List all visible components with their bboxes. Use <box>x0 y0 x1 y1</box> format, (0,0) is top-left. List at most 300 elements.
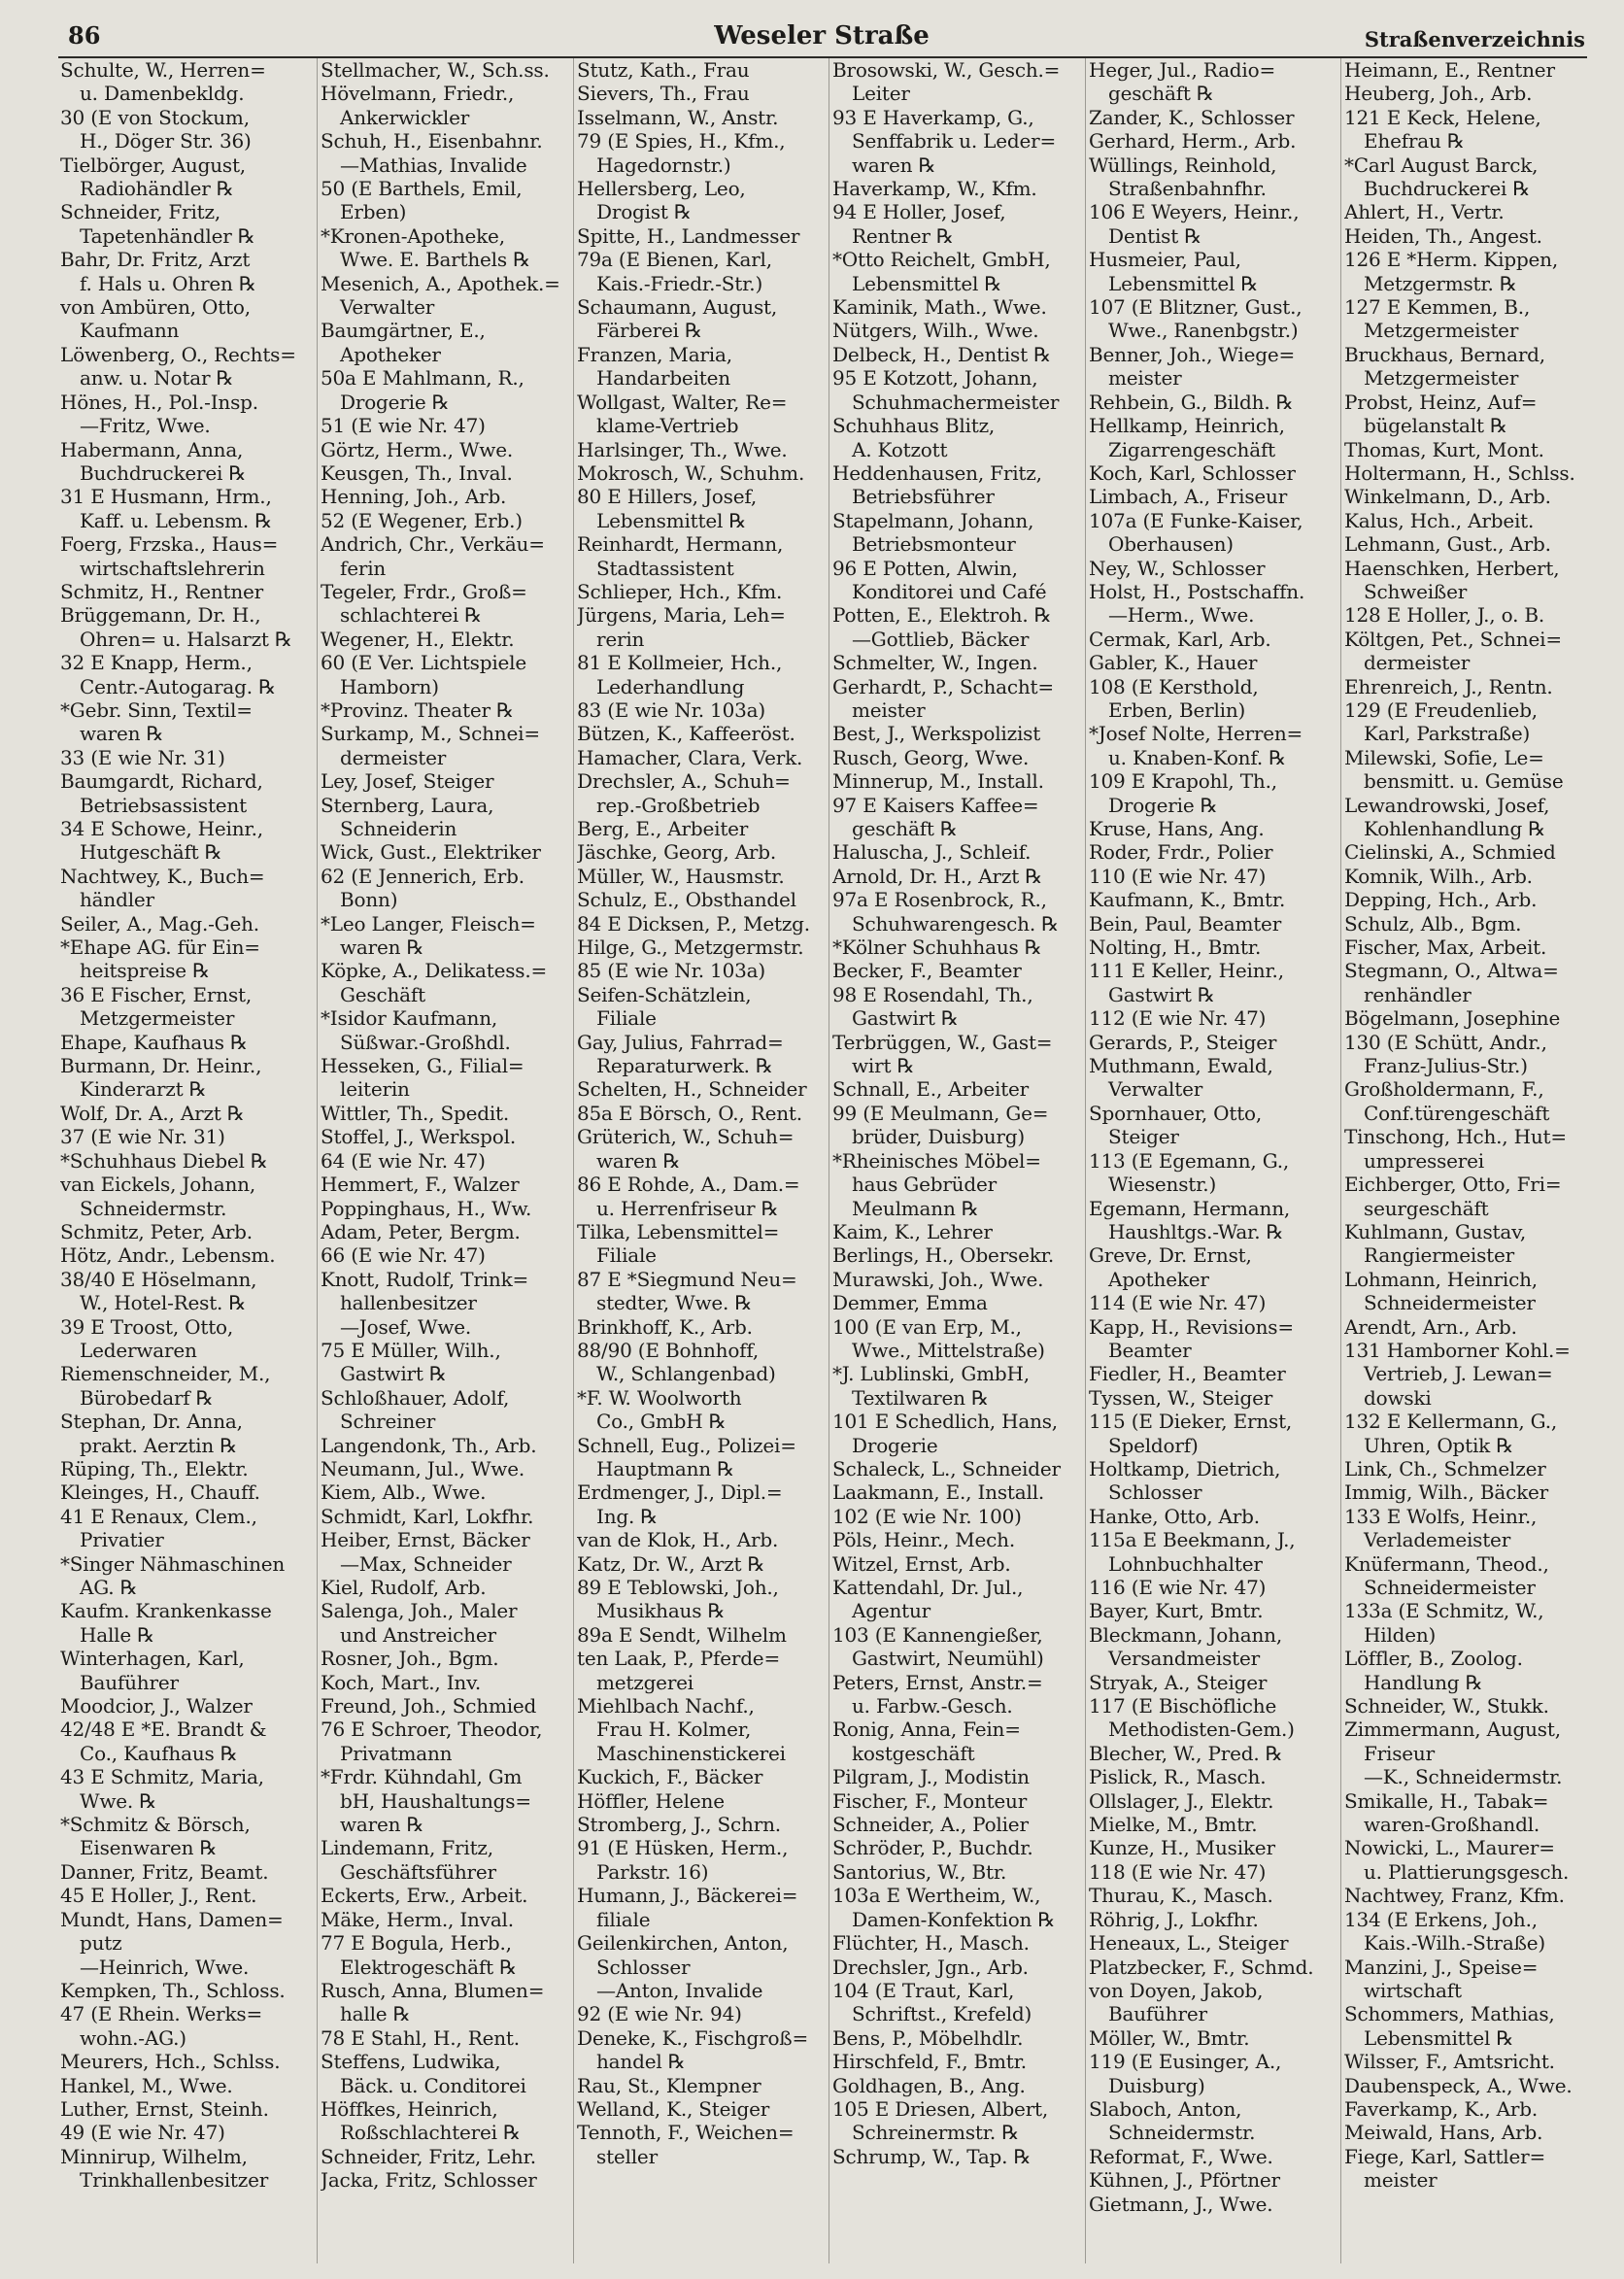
directory-entry: Kattendahl, Dr. Jul., <box>832 1576 1024 1599</box>
directory-entry: Stoffel, J., Werkspol. <box>321 1125 516 1149</box>
entry-continuation: Steiger <box>1108 1125 1179 1149</box>
entry-continuation: u. Damenbekldg. <box>80 82 245 106</box>
directory-entry: Költgen, Pet., Schnei= <box>1344 627 1562 651</box>
column-5 <box>1085 58 1335 2263</box>
entry-continuation: Metzgermeister <box>1364 366 1519 391</box>
entry-continuation: wirtschaft <box>1364 1978 1462 2002</box>
directory-entry: 84 E Dicksen, P., Metzg. <box>577 911 810 935</box>
directory-entry: Berlings, H., Obersekr. <box>832 1243 1054 1268</box>
directory-entry: Mielke, M., Bmtr. <box>1089 1813 1258 1837</box>
directory-entry: Schulte, W., Herren= <box>60 58 266 82</box>
directory-entry: Hemmert, F., Walzer <box>321 1173 520 1197</box>
directory-entry: 89a E Sendt, Wilhelm <box>577 1622 787 1647</box>
directory-entry: Nütgers, Wilh., Wwe. <box>832 319 1039 343</box>
directory-entry: Hankel, M., Wwe. <box>60 2073 233 2097</box>
entry-continuation: Karl, Parkstraße) <box>1364 722 1531 746</box>
directory-entry: Hilge, G., Metzgermstr. <box>577 935 804 960</box>
entry-continuation: W., Schlangenbad) <box>596 1362 776 1386</box>
entry-continuation: Dentist ℞ <box>1108 223 1201 248</box>
directory-entry: Kuhlmann, Gustav, <box>1344 1219 1526 1243</box>
directory-entry: 113 (E Egemann, G., <box>1089 1148 1290 1173</box>
directory-entry: Müller, W., Hausmstr. <box>577 864 785 888</box>
directory-entry: Stutz, Kath., Frau <box>577 58 750 82</box>
entry-continuation: Hagedornstr.) <box>596 153 731 177</box>
entry-continuation: meister <box>1108 366 1182 391</box>
directory-entry: Miehlbach Nachf., <box>577 1694 755 1718</box>
entry-continuation: Filiale <box>596 1006 657 1031</box>
directory-entry: 112 (E wie Nr. 47) <box>1089 1006 1267 1031</box>
directory-entry: Peters, Ernst, Anstr.= <box>832 1670 1043 1694</box>
directory-entry: Moodcior, J., Walzer <box>60 1694 253 1718</box>
directory-entry: Lohmann, Heinrich, <box>1344 1267 1538 1291</box>
entry-continuation: Lederhandlung <box>596 674 745 698</box>
directory-entry: Berg, E., Arbeiter <box>577 817 749 840</box>
entry-continuation: Drogerie ℞ <box>1108 793 1218 817</box>
directory-entry: Rau, St., Klempner <box>577 2073 761 2097</box>
directory-entry: Mundt, Hans, Damen= <box>60 1907 284 1931</box>
directory-entry: 86 E Rohde, A., Dam.= <box>577 1173 800 1197</box>
directory-entry: Ley, Josef, Steiger <box>321 769 494 794</box>
directory-entry: 126 E *Herm. Kippen, <box>1344 248 1559 272</box>
entry-continuation: Lebensmittel ℞ <box>852 271 1002 295</box>
directory-entry: Nachtwey, Franz, Kfm. <box>1344 1884 1565 1908</box>
directory-entry: *Ehape AG. für Ein= <box>60 935 260 960</box>
directory-entry: Holst, H., Postschaffn. <box>1089 579 1305 603</box>
directory-entry: Gerards, P., Steiger <box>1089 1030 1277 1054</box>
directory-entry: *Singer Nähmaschinen <box>60 1551 286 1576</box>
entry-continuation: Kais.-Friedr.-Str.) <box>596 271 763 295</box>
entry-continuation: Schneidermeister <box>1364 1291 1536 1315</box>
directory-entry: Schrump, W., Tap. ℞ <box>832 2144 1032 2168</box>
entry-continuation: Verwalter <box>340 295 435 320</box>
entry-continuation: Senffabrik u. Leder= <box>852 129 1057 153</box>
directory-entry: Katz, Dr. W., Arzt ℞ <box>577 1551 765 1576</box>
directory-entry: Schelten, H., Schneider <box>577 1077 807 1102</box>
directory-entry: Eckerts, Erw., Arbeit. <box>321 1884 528 1908</box>
directory-entry: Reinhardt, Hermann, <box>577 532 784 557</box>
directory-entry: 134 (E Erkens, Joh., <box>1344 1907 1538 1931</box>
directory-entry: 95 E Kotzott, Johann, <box>832 366 1038 391</box>
directory-entry: 34 E Schowe, Heinr., <box>60 817 263 840</box>
directory-entry: Ahlert, H., Vertr. <box>1344 200 1505 224</box>
directory-entry: 51 (E wie Nr. 47) <box>321 414 486 438</box>
directory-entry: 99 (E Meulmann, Ge= <box>832 1101 1049 1125</box>
directory-entry: Eichberger, Otto, Fri= <box>1344 1173 1562 1197</box>
directory-entry: Kapp, H., Revisions= <box>1089 1314 1294 1339</box>
entry-continuation: Bauführer <box>1108 2002 1207 2026</box>
directory-entry: 47 (E Rhein. Werks= <box>60 2002 262 2026</box>
directory-entry: Bein, Paul, Beamter <box>1089 911 1282 935</box>
directory-entry: Ehape, Kaufhaus ℞ <box>60 1030 248 1054</box>
directory-entry: Knott, Rudolf, Trink= <box>321 1267 529 1291</box>
directory-entry: 81 E Kollmeier, Hch., <box>577 651 783 675</box>
directory-entry: Mokrosch, W., Schuhm. <box>577 460 805 485</box>
directory-entry: *Kronen-Apotheke, <box>321 223 505 248</box>
directory-entry: *Schuhhaus Diebel ℞ <box>60 1148 268 1173</box>
directory-entry: 108 (E Kersthold, <box>1089 674 1259 698</box>
entry-continuation: Apotheker <box>1108 1267 1209 1291</box>
directory-entry: *Otto Reichelt, GmbH, <box>832 248 1051 272</box>
directory-columns <box>60 58 1589 2263</box>
entry-continuation: Conf.türengeschäft <box>1364 1101 1550 1125</box>
directory-entry: 100 (E van Erp, M., <box>832 1314 1022 1339</box>
column-1 <box>60 58 306 2263</box>
directory-entry: *J. Lublinski, GmbH, <box>832 1362 1030 1386</box>
directory-entry: Gerhardt, P., Schacht= <box>832 674 1054 698</box>
directory-entry: Kaminik, Math., Wwe. <box>832 295 1047 320</box>
directory-entry: 119 (E Eusinger, A., <box>1089 2050 1282 2074</box>
directory-entry: Holtermann, H., Schlss. <box>1344 460 1575 485</box>
entry-continuation: Schneidermstr. <box>1108 2121 1256 2145</box>
directory-entry: Kruse, Hans, Ang. <box>1089 817 1265 840</box>
directory-entry: van Eickels, Johann, <box>60 1173 255 1197</box>
directory-entry: Köpke, A., Delikatess.= <box>321 959 548 983</box>
entry-continuation: Friseur <box>1364 1741 1435 1765</box>
entry-continuation: Gastwirt ℞ <box>852 1006 959 1031</box>
directory-entry: Becker, F., Beamter <box>832 959 1022 983</box>
directory-entry: Winterhagen, Karl, <box>60 1647 245 1671</box>
directory-entry: Terbrüggen, W., Gast= <box>832 1030 1053 1054</box>
entry-continuation: kostgeschäft <box>852 1741 975 1765</box>
directory-entry: Cielinski, A., Schmied <box>1344 840 1556 865</box>
directory-entry: Hellkamp, Heinrich, <box>1089 414 1285 438</box>
entry-continuation: Lebensmittel ℞ <box>596 508 747 532</box>
entry-continuation: Schuhwarengesch. ℞ <box>852 911 1059 935</box>
entry-continuation: Co., GmbH ℞ <box>596 1410 727 1434</box>
directory-entry: Mesenich, A., Apothek.= <box>321 271 560 295</box>
entry-continuation: Gastwirt, Neumühl) <box>852 1647 1044 1671</box>
entry-continuation: waren ℞ <box>340 1813 424 1837</box>
directory-entry: Reformat, F., Wwe. <box>1089 2144 1273 2168</box>
directory-entry: Welland, K., Steiger <box>577 2096 770 2121</box>
entry-continuation: Rentner ℞ <box>852 223 954 248</box>
directory-entry: Arendt, Arn., Arb. <box>1344 1314 1517 1339</box>
directory-entry: *Leo Langer, Fleisch= <box>321 911 536 935</box>
entry-continuation: Schneiderin <box>340 817 457 840</box>
directory-entry: 37 (E wie Nr. 31) <box>60 1125 225 1149</box>
directory-entry: 45 E Holler, J., Rent. <box>60 1884 257 1908</box>
directory-entry: 32 E Knapp, Herm., <box>60 651 253 675</box>
entry-continuation: Gastwirt ℞ <box>1108 982 1215 1006</box>
directory-entry: Kleinges, H., Chauff. <box>60 1480 260 1505</box>
directory-entry: Immig, Wilh., Bäcker <box>1344 1480 1549 1505</box>
directory-entry: 128 E Holler, J., o. B. <box>1344 603 1545 628</box>
directory-entry: 117 (E Bischöfliche <box>1089 1694 1277 1718</box>
directory-entry: Tinschong, Hch., Hut= <box>1344 1125 1567 1149</box>
entry-continuation: Halle ℞ <box>80 1622 154 1647</box>
directory-entry: Koch, Mart., Inv. <box>321 1670 481 1694</box>
directory-entry: Rehbein, G., Bildh. ℞ <box>1089 390 1294 414</box>
directory-entry: Höffler, Helene <box>577 1788 725 1813</box>
directory-entry: Kaufmann, K., Bmtr. <box>1089 888 1286 912</box>
entry-continuation: Radiohändler ℞ <box>80 177 234 201</box>
directory-entry: 103a E Wertheim, W., <box>832 1884 1041 1908</box>
directory-entry: Spornhauer, Otto, <box>1089 1101 1263 1125</box>
directory-entry: Lindemann, Fritz, <box>321 1836 493 1860</box>
entry-continuation: Trinkhallenbesitzer <box>80 2168 269 2193</box>
directory-entry: Pislick, R., Masch. <box>1089 1765 1267 1789</box>
directory-entry: Thomas, Kurt, Mont. <box>1344 437 1544 461</box>
directory-entry: 36 E Fischer, Ernst, <box>60 982 252 1006</box>
directory-entry: Rüping, Th., Elektr. <box>60 1456 249 1480</box>
directory-entry: Meurers, Hch., Schlss. <box>60 2050 281 2074</box>
entry-continuation: leiterin <box>340 1077 410 1102</box>
entry-continuation: Kohlenhandlung ℞ <box>1364 817 1545 840</box>
directory-entry: Kuckich, F., Bäcker <box>577 1765 763 1789</box>
section-title: Straßenverzeichnis <box>1364 27 1585 51</box>
entry-continuation: u. Knaben-Konf. ℞ <box>1108 745 1286 769</box>
directory-entry: Schaumann, August, <box>577 295 778 320</box>
entry-continuation: Metzgermstr. ℞ <box>1364 271 1517 295</box>
column-4 <box>829 58 1078 2263</box>
directory-entry: Lewandrowski, Josef, <box>1344 793 1550 817</box>
directory-entry: Bögelmann, Josephine <box>1344 1006 1561 1031</box>
directory-entry: Bahr, Dr. Fritz, Arzt <box>60 248 251 272</box>
directory-entry: Muthmann, Ewald, <box>1089 1054 1273 1078</box>
directory-entry: Hirschfeld, F., Bmtr. <box>832 2050 1027 2074</box>
entry-continuation: f. Hals u. Ohren ℞ <box>80 271 256 295</box>
entry-continuation: Haushltgs.-War. ℞ <box>1108 1219 1284 1243</box>
entry-continuation: —Heinrich, Wwe. <box>80 1955 250 1979</box>
entry-continuation: Hutgeschäft ℞ <box>80 840 222 865</box>
directory-entry: Wittler, Th., Spedit. <box>321 1101 510 1125</box>
entry-continuation: Geschäftsführer <box>340 1859 496 1884</box>
entry-continuation: Schlosser <box>1108 1480 1202 1505</box>
entry-continuation: Betriebsführer <box>852 485 995 509</box>
directory-entry: 50 (E Barthels, Emil, <box>321 177 523 201</box>
directory-entry: Isselmann, W., Anstr. <box>577 105 779 129</box>
entry-continuation: handel ℞ <box>596 2050 686 2074</box>
directory-entry: 116 (E wie Nr. 47) <box>1089 1576 1267 1599</box>
entry-continuation: renhändler <box>1364 982 1472 1006</box>
directory-entry: 39 E Troost, Otto, <box>60 1314 234 1339</box>
entry-continuation: A. Kotzott <box>852 437 948 461</box>
directory-entry: Salenga, Joh., Maler <box>321 1599 518 1623</box>
directory-entry: 115a E Beekmann, J., <box>1089 1528 1296 1552</box>
directory-entry: Andrich, Chr., Verkäu= <box>321 532 545 557</box>
directory-entry: Komnik, Wilh., Arb. <box>1344 864 1533 888</box>
entry-continuation: Geschäft <box>340 982 425 1006</box>
directory-entry: *Isidor Kaufmann, <box>321 1006 498 1031</box>
directory-entry: Smikalle, H., Tabak= <box>1344 1788 1549 1813</box>
entry-continuation: Erben, Berlin) <box>1108 697 1246 722</box>
directory-entry: Schuh, H., Eisenbahnr. <box>321 129 543 153</box>
directory-entry: 92 (E wie Nr. 94) <box>577 2002 742 2026</box>
directory-entry: Schmitz, Peter, Arb. <box>60 1219 253 1243</box>
entry-continuation: geschäft ℞ <box>852 817 958 840</box>
directory-entry: Rusch, Anna, Blumen= <box>321 1978 545 2002</box>
entry-continuation: Buchdruckerei ℞ <box>1364 177 1531 201</box>
entry-continuation: prakt. Aerztin ℞ <box>80 1433 237 1457</box>
directory-entry: Ney, W., Schlosser <box>1089 556 1266 580</box>
directory-entry: Stapelmann, Johann, <box>832 508 1034 532</box>
entry-continuation: Wiesenstr.) <box>1108 1173 1217 1197</box>
entry-continuation: Erben) <box>340 200 407 224</box>
entry-continuation: Frau H. Kolmer, <box>596 1718 752 1742</box>
entry-continuation: Bauführer <box>80 1670 179 1694</box>
directory-entry: Schneider, Fritz, Lehr. <box>321 2144 536 2168</box>
entry-continuation: metzgerei <box>596 1670 694 1694</box>
entry-continuation: Duisburg) <box>1108 2073 1205 2097</box>
directory-entry: Kaufm. Krankenkasse <box>60 1599 272 1623</box>
directory-entry: Schnall, E., Arbeiter <box>832 1077 1030 1102</box>
entry-continuation: Färberei ℞ <box>596 319 702 343</box>
entry-continuation: Privatier <box>80 1528 164 1552</box>
directory-entry: Blecher, W., Pred. ℞ <box>1089 1741 1283 1765</box>
directory-entry: Habermann, Anna, <box>60 437 244 461</box>
directory-entry: 78 E Stahl, H., Rent. <box>321 2025 520 2050</box>
directory-entry: Gerhard, Herm., Arb. <box>1089 129 1297 153</box>
entry-continuation: Parkstr. 16) <box>596 1859 709 1884</box>
entry-continuation: Maschinenstickerei <box>596 1741 786 1765</box>
entry-continuation: dermeister <box>1364 651 1471 675</box>
directory-entry: 89 E Teblowski, Joh., <box>577 1576 779 1599</box>
entry-continuation: Wwe. ℞ <box>80 1788 156 1813</box>
directory-entry: 109 E Krapohl, Th., <box>1089 769 1277 794</box>
directory-entry: Stellmacher, W., Sch.ss. <box>321 58 550 82</box>
directory-entry: *Provinz. Theater ℞ <box>321 697 514 722</box>
directory-entry: 76 E Schroer, Theodor, <box>321 1718 543 1742</box>
entry-continuation: Schreinermstr. ℞ <box>852 2121 1019 2145</box>
entry-continuation: meister <box>1364 2168 1438 2193</box>
entry-continuation: Textilwaren ℞ <box>852 1385 989 1410</box>
directory-entry: Delbeck, H., Dentist ℞ <box>832 342 1051 366</box>
directory-entry: 132 E Kellermann, G., <box>1344 1410 1558 1434</box>
directory-entry: 111 E Keller, Heinr., <box>1089 959 1284 983</box>
directory-entry: *Schmitz & Börsch, <box>60 1813 251 1837</box>
directory-entry: von Doyen, Jakob, <box>1089 1978 1264 2002</box>
directory-entry: Bens, P., Möbelhdlr. <box>832 2025 1024 2050</box>
entry-continuation: Stadtassistent <box>596 556 734 580</box>
directory-entry: 115 (E Dieker, Ernst, <box>1089 1410 1293 1434</box>
page-header <box>58 17 1585 56</box>
directory-entry: Stromberg, J., Schrn. <box>577 1813 781 1837</box>
directory-entry: Gietmann, J., Wwe. <box>1089 2192 1273 2216</box>
directory-entry: 106 E Weyers, Heinr., <box>1089 200 1300 224</box>
directory-entry: *Josef Nolte, Herren= <box>1089 722 1303 746</box>
directory-entry: Ollslager, J., Elektr. <box>1089 1788 1274 1813</box>
entry-continuation: Tapetenhändler ℞ <box>80 223 255 248</box>
directory-entry: 83 (E wie Nr. 103a) <box>577 697 765 722</box>
entry-continuation: Eisenwaren ℞ <box>80 1836 218 1860</box>
directory-entry: Heger, Jul., Radio= <box>1089 58 1276 82</box>
directory-entry: Harlsinger, Th., Wwe. <box>577 437 788 461</box>
directory-entry: 87 E *Siegmund Neu= <box>577 1267 797 1291</box>
entry-continuation: Agentur <box>852 1599 931 1623</box>
entry-continuation: hallenbesitzer <box>340 1291 477 1315</box>
directory-entry: Surkamp, M., Schnei= <box>321 722 540 746</box>
directory-entry: 131 Hamborner Kohl.= <box>1344 1338 1571 1362</box>
directory-entry: Hönes, H., Pol.-Insp. <box>60 390 258 414</box>
directory-entry: 114 (E wie Nr. 47) <box>1089 1291 1267 1315</box>
entry-continuation: Schreiner <box>340 1410 436 1434</box>
directory-entry: Goldhagen, B., Ang. <box>832 2073 1026 2097</box>
directory-entry: Seiler, A., Mag.-Geh. <box>60 911 259 935</box>
entry-continuation: Leiter <box>852 82 910 106</box>
entry-continuation: Bäck. u. Conditorei <box>340 2073 526 2097</box>
entry-continuation: Privatmann <box>340 1741 453 1765</box>
entry-continuation: —Josef, Wwe. <box>340 1314 472 1339</box>
directory-entry: 66 (E wie Nr. 47) <box>321 1243 486 1268</box>
entry-continuation: brüder, Duisburg) <box>852 1125 1025 1149</box>
entry-continuation: Wwe. E. Barthels ℞ <box>340 248 530 272</box>
directory-entry: Humann, J., Bäckerei= <box>577 1884 798 1908</box>
entry-continuation: Drogerie ℞ <box>340 390 450 414</box>
directory-entry: Hesseken, G., Filial= <box>321 1054 524 1078</box>
directory-entry: 33 (E wie Nr. 31) <box>60 745 225 769</box>
directory-entry: Nolting, H., Bmtr. <box>1089 935 1262 960</box>
directory-entry: 133 E Wolfs, Heinr., <box>1344 1504 1538 1528</box>
entry-continuation: Meulmann ℞ <box>852 1196 979 1220</box>
entry-continuation: W., Hotel-Rest. ℞ <box>80 1291 247 1315</box>
entry-continuation: putz <box>80 1931 122 1956</box>
directory-entry: Ronig, Anna, Fein= <box>832 1718 1021 1742</box>
entry-continuation: stedter, Wwe. ℞ <box>596 1291 753 1315</box>
directory-entry: Probst, Heinz, Auf= <box>1344 390 1538 414</box>
directory-entry: 103 (E Kannengießer, <box>832 1622 1043 1647</box>
directory-entry: 96 E Potten, Alwin, <box>832 556 1018 580</box>
column-3 <box>573 58 823 2263</box>
entry-continuation: klame-Vertrieb <box>596 414 739 438</box>
directory-entry: Kalus, Hch., Arbeit. <box>1344 508 1535 532</box>
entry-continuation: rerin <box>596 627 645 651</box>
directory-entry: Tennoth, F., Weichen= <box>577 2121 795 2145</box>
directory-entry: Jäschke, Georg, Arb. <box>577 840 777 865</box>
page-number: 86 <box>68 21 101 50</box>
directory-entry: 85a E Börsch, O., Rent. <box>577 1101 802 1125</box>
directory-entry: Schröder, P., Buchdr. <box>832 1836 1033 1860</box>
directory-entry: Bayer, Kurt, Bmtr. <box>1089 1599 1264 1623</box>
directory-entry: Schmitz, H., Rentner <box>60 579 264 603</box>
directory-entry: Grüterich, W., Schuh= <box>577 1125 795 1149</box>
directory-entry: Kaim, K., Lehrer <box>832 1219 993 1243</box>
directory-entry: 94 E Holler, Josef, <box>832 200 1006 224</box>
directory-entry: Stegmann, O., Altwa= <box>1344 959 1559 983</box>
directory-entry: Sievers, Th., Frau <box>577 82 750 106</box>
entry-continuation: Vertrieb, J. Lewan= <box>1364 1362 1553 1386</box>
directory-entry: 91 (E Hüsken, Herm., <box>577 1836 789 1860</box>
entry-continuation: und Anstreicher <box>340 1622 496 1647</box>
directory-entry: Röhrig, J., Lokfhr. <box>1089 1907 1259 1931</box>
directory-entry: Nowicki, L., Maurer= <box>1344 1836 1555 1860</box>
directory-entry: 121 E Keck, Helene, <box>1344 105 1541 129</box>
entry-continuation: Centr.-Autogarag. ℞ <box>80 674 276 698</box>
directory-entry: Fischer, F., Monteur <box>832 1788 1028 1813</box>
directory-entry: Wüllings, Reinhold, <box>1089 153 1277 177</box>
directory-entry: Schaleck, L., Schneider <box>832 1456 1061 1480</box>
entry-continuation: Versandmeister <box>1108 1647 1260 1671</box>
entry-continuation: Beamter <box>1108 1338 1192 1362</box>
directory-entry: Lehmann, Gust., Arb. <box>1344 532 1551 557</box>
directory-entry: 110 (E wie Nr. 47) <box>1089 864 1267 888</box>
entry-continuation: Metzgermeister <box>1364 319 1519 343</box>
directory-entry: Gay, Julius, Fahrrad= <box>577 1030 784 1054</box>
directory-entry: Höffkes, Heinrich, <box>321 2096 498 2121</box>
directory-entry: Faverkamp, K., Arb. <box>1344 2096 1539 2121</box>
directory-entry: 62 (E Jennerich, Erb. <box>321 864 524 888</box>
entry-continuation: Verlademeister <box>1364 1528 1511 1552</box>
directory-entry: Brüggemann, Dr. H., <box>60 603 261 628</box>
directory-entry: Schneider, Fritz, <box>60 200 220 224</box>
directory-entry: Heneaux, L., Steiger <box>1089 1931 1289 1956</box>
directory-entry: Greve, Dr. Ernst, <box>1089 1243 1252 1268</box>
directory-entry: Wick, Gust., Elektriker <box>321 840 541 865</box>
directory-entry: Laakmann, E., Install. <box>832 1480 1045 1505</box>
entry-continuation: heitspreise ℞ <box>80 959 210 983</box>
directory-entry: Heiden, Th., Angest. <box>1344 223 1542 248</box>
entry-continuation: Wwe., Ranenbgstr.) <box>1108 319 1299 343</box>
directory-entry: Kühnen, J., Pförtner <box>1089 2168 1280 2193</box>
